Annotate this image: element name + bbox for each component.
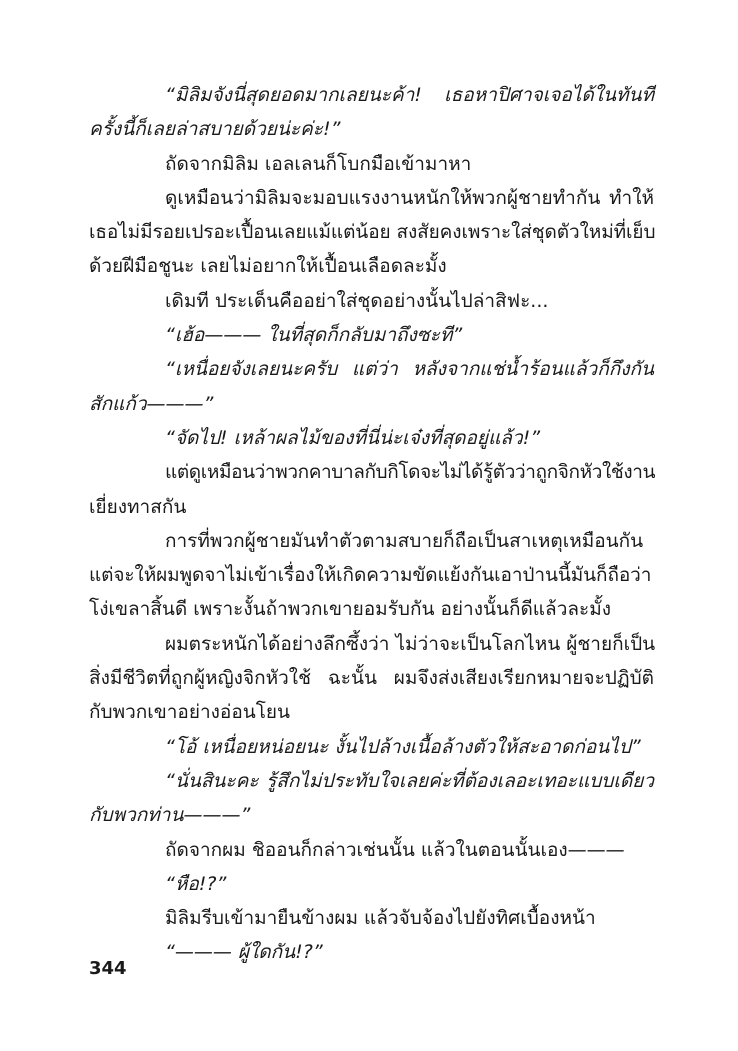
text-line: สักแก้ว———” (89, 392, 214, 415)
text-line: “เหนื่อยจังเลยนะครับ แต่ว่า หลังจากแช่น้ำร้อนแล้วก็กึงกัน (165, 358, 654, 381)
text-line: “หือ!?” (165, 872, 227, 895)
text-line: ดูเหมือนว่ามิลิมจะมอบแรงงานหนักให้พวกผู้ชายทำกัน ทำให้ (165, 186, 654, 209)
text-line: สิ่งมีชีวิตที่ถูกผู้หญิงจิกหัวใช้ ฉะนั้น ผมจึงส่งเสียงเรียกหมายจะปฏิบัติ (89, 667, 654, 690)
text-line: “มิลิมจังนี่สุดยอดมากเลยนะค้า! เธอหาปิศาจเจอได้ในทันที (165, 84, 654, 106)
text-line: ถัดจากผม ชิออนก็กล่าวเช่นนั้น แล้วในตอนนั้นเอง——— (165, 838, 625, 861)
text-line: การที่พวกผู้ชายมันทำตัวตามสบายก็ถือเป็นสาเหตุเหมือนกัน (165, 529, 644, 552)
text-line: “นั่นสินะคะ รู้สึกไม่ประทับใจเลยค่ะที่ต้องเลอะเทอะแบบเดียว (165, 769, 654, 792)
text-line: กับพวกท่าน———” (89, 804, 251, 827)
text-line: โง่เขลาสิ้นดี เพราะงั้นถ้าพวกเขายอมรับกัน อย่างนั้นก็ดีแล้วละมั้ง (89, 598, 612, 621)
text-line: ด้วยฝีมือชูนะ เลยไม่อยากให้เปื้อนเลือดละมั้ง (89, 255, 447, 278)
text-line: “จัดไป! เหล้าผลไม้ของที่นี่น่ะเจ๋งที่สุดอยู่แล้ว!” (165, 426, 541, 449)
page-number: 344 (89, 958, 127, 979)
text-line: “เฮ้อ——— ในที่สุดก็กลับมาถึงซะที” (165, 324, 463, 347)
text-line: “โอ้ เหนื่อยหน่อยนะ งั้นไปล้างเนื้อล้างตัวให้สะอาดก่อนไป” (165, 735, 641, 758)
text-line: แต่จะให้ผมพูดจาไม่เข้าเรื่องให้เกิดความขัดแย้งกันเอาป่านนี้มันก็ถือว่า (89, 564, 652, 587)
text-line: มิลิมรีบเข้ามายืนข้างผม แล้วจับจ้องไปยังทิศเบื้องหน้า (165, 907, 596, 930)
text-line: กับพวกเขาอย่างอ่อนโยน (89, 701, 291, 724)
text-line: เดิมที ประเด็นคืออย่าใส่ชุดอย่างนั้นไปล่าสิฟะ... (165, 289, 549, 312)
text-line: ครั้งนี้ก็เลยล่าสบายด้วยน่ะค่ะ!” (89, 118, 341, 141)
text-line: ถัดจากมิลิม เอลเลนก็โบกมือเข้ามาหา (165, 152, 472, 175)
text-line: แต่ดูเหมือนว่าพวกคาบาลกับกิโดจะไม่ได้รู้ตัวว่าถูกจิกหัวใช้งาน (165, 461, 656, 484)
text-line: ผมตระหนักได้อย่างลึกซึ้งว่า ไม่ว่าจะเป็นโลกไหน ผู้ชายก็เป็น (165, 632, 656, 655)
text-line: “——— ผู้ใดกัน!?” (165, 941, 323, 964)
text-line: เธอไม่มีรอยเปรอะเปื้อนเลยแม้แต่น้อย สงสัยคงเพราะใส่ชุดตัวใหม่ที่เย็บ (89, 221, 656, 244)
text-line: เยี่ยงทาสกัน (89, 495, 187, 518)
page-body (89, 78, 654, 970)
